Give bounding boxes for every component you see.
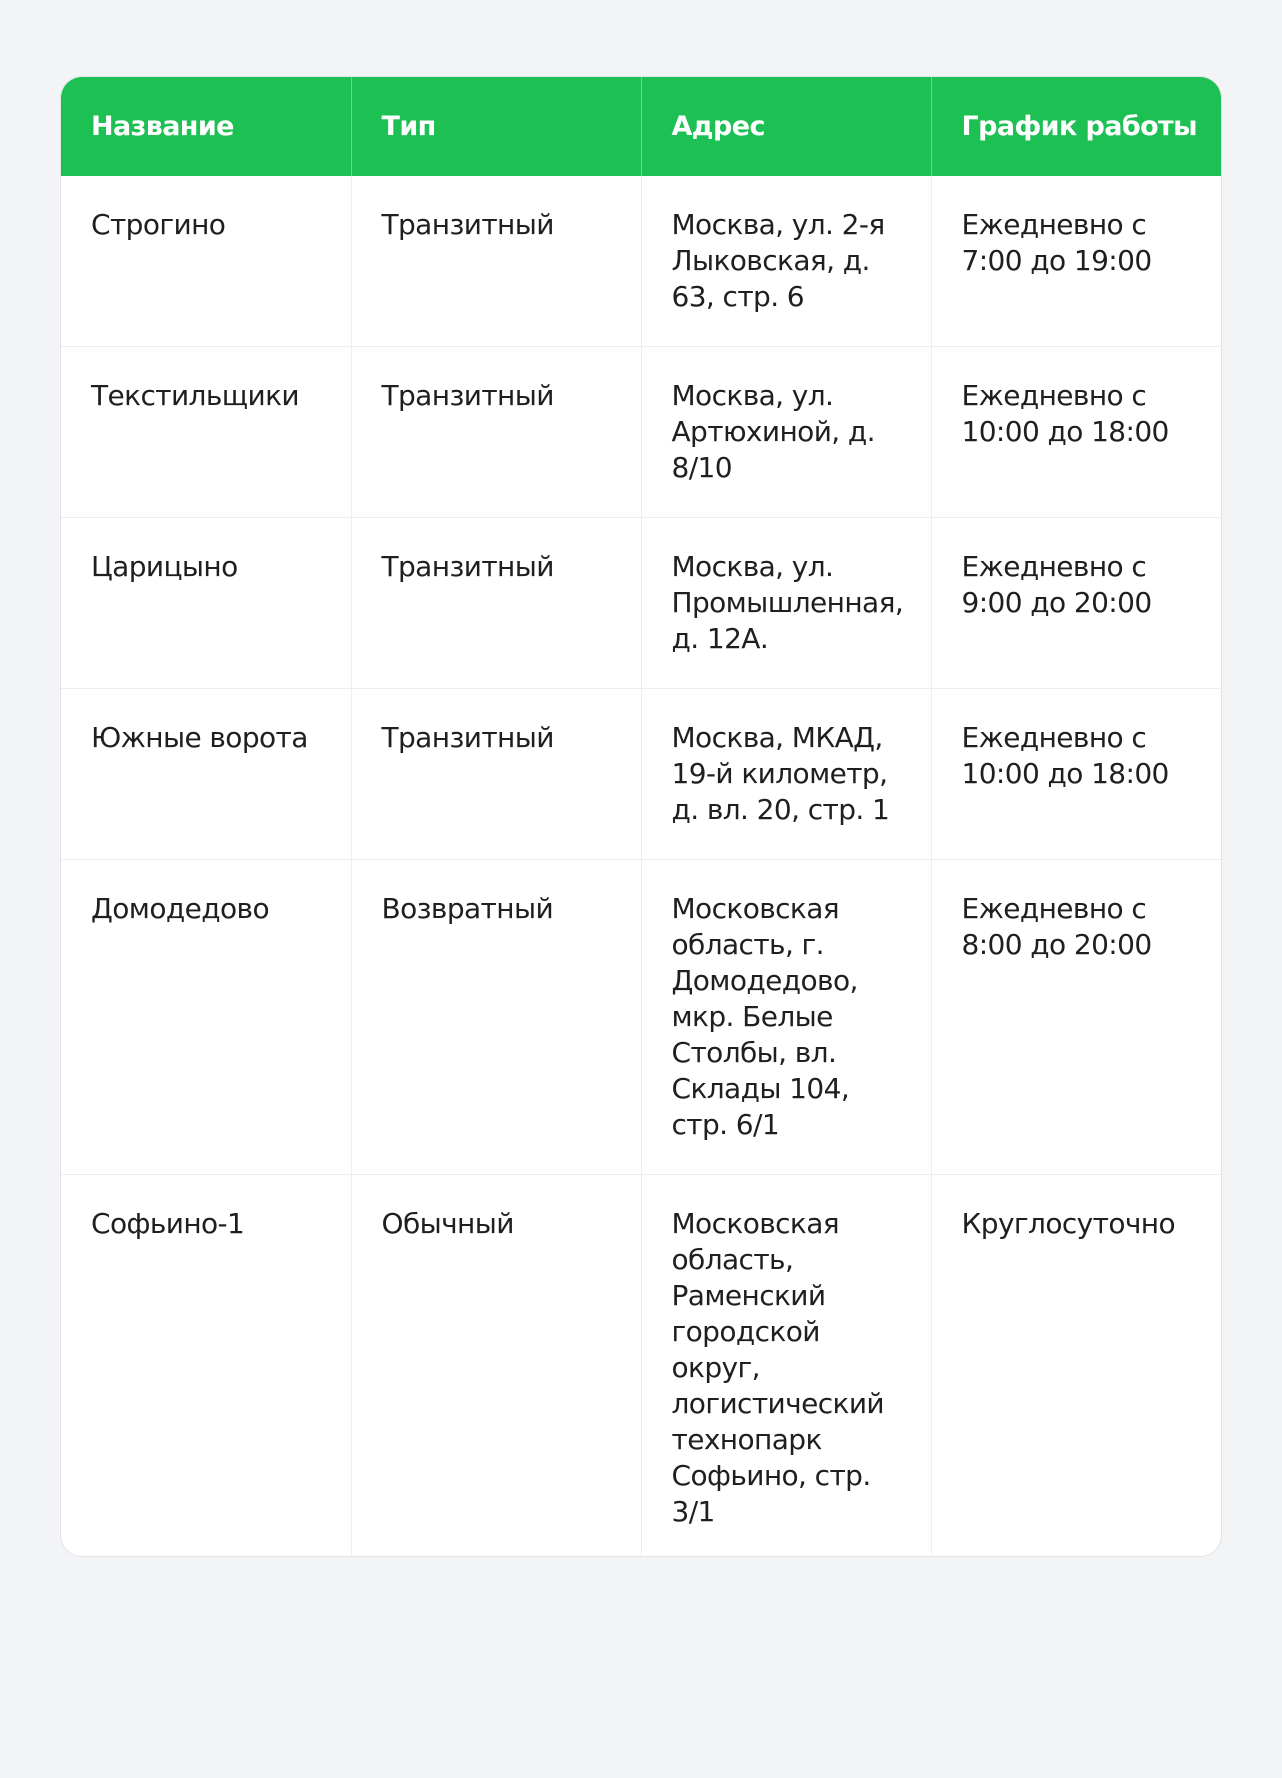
header-type: Тип — [351, 77, 641, 176]
cell-address: Москва, ул. Промышленная, д. 12А. — [641, 518, 931, 689]
table-row — [61, 1175, 1221, 1557]
cell-address: Москва, ул. Артюхиной, д. 8/10 — [641, 347, 931, 518]
pickup-points-table — [61, 77, 1221, 1556]
cell-address: Москва, ул. 2-я Лыковская, д. 63, стр. 6 — [641, 176, 931, 347]
cell-schedule: Ежедневно с 9:00 до 20:00 — [931, 518, 1221, 689]
header-address: Адрес — [641, 77, 931, 176]
table-row — [61, 518, 1221, 689]
cell-name: Текстильщики — [61, 347, 351, 518]
cell-name: Южные ворота — [61, 689, 351, 860]
table-header-row — [61, 77, 1221, 176]
header-name: Название — [91, 111, 234, 142]
table-row — [61, 860, 1221, 1175]
cell-address: Москва, МКАД, 19-й километр, д. вл. 20, стр. 1 — [641, 689, 931, 860]
cell-name: Царицыно — [61, 518, 351, 689]
cell-schedule: Круглосуточно — [931, 1175, 1221, 1557]
cell-schedule: Ежедневно с 10:00 до 18:00 — [931, 689, 1221, 860]
cell-name: Софьино-1 — [61, 1175, 351, 1557]
cell-schedule: Ежедневно с 7:00 до 19:00 — [931, 176, 1221, 347]
cell-schedule: Ежедневно с 10:00 до 18:00 — [931, 347, 1221, 518]
cell-name: Домодедово — [61, 860, 351, 1175]
cell-name: Строгино — [91, 208, 226, 241]
cell-type: Возвратный — [351, 860, 641, 1175]
cell-address: Московская область, Раменский городской округ, логистический технопарк Софьино, стр. 3/1 — [641, 1175, 931, 1557]
cell-type: Обычный — [351, 1175, 641, 1557]
header-schedule: График работы — [931, 77, 1221, 176]
cell-address: Московская область, г. Домодедово, мкр. Белые Столбы, вл. Склады 104, стр. 6/1 — [641, 860, 931, 1175]
cell-type: Транзитный — [351, 518, 641, 689]
cell-type: Транзитный — [351, 176, 641, 347]
table-row — [61, 689, 1221, 860]
pickup-points-table-card — [60, 76, 1222, 1557]
cell-schedule: Ежедневно с 8:00 до 20:00 — [931, 860, 1221, 1175]
table-row — [61, 347, 1221, 518]
cell-type: Транзитный — [351, 347, 641, 518]
table-row — [61, 176, 1221, 347]
cell-type: Транзитный — [351, 689, 641, 860]
